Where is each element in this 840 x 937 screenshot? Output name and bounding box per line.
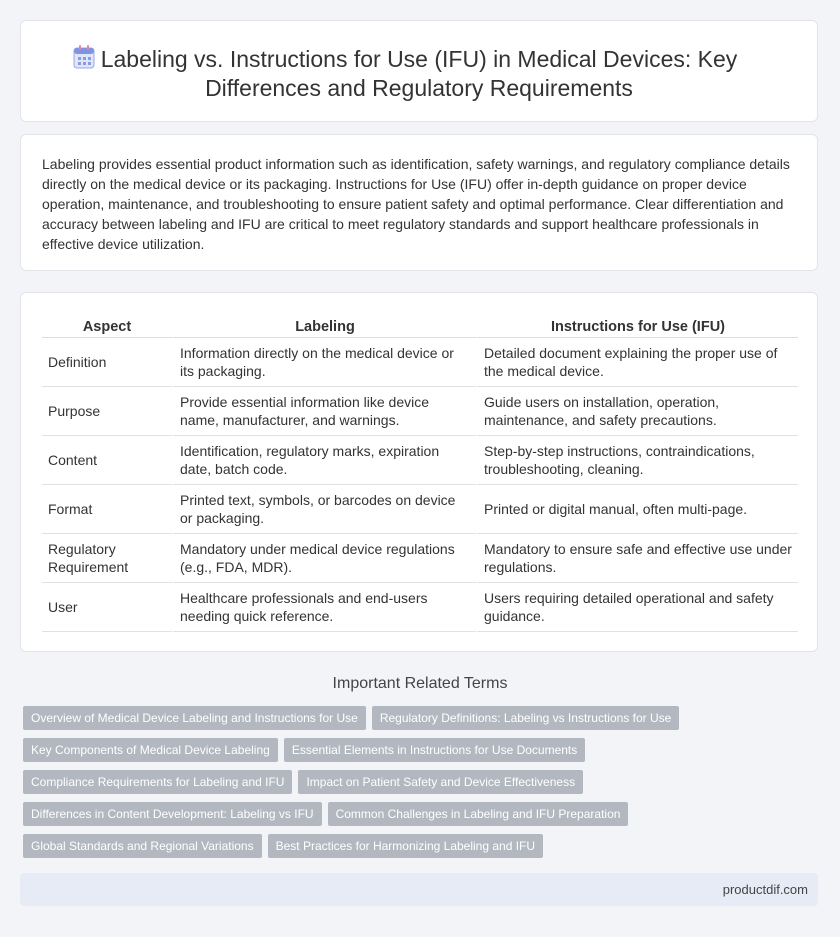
table-row: [42, 436, 798, 485]
footer-bar: [20, 873, 818, 906]
intro-card: [20, 134, 818, 271]
related-terms-list: [23, 706, 703, 866]
cell-ifu: Mandatory to ensure safe and effective use under regulations.: [476, 534, 798, 583]
table-row: [42, 338, 798, 387]
cell-ifu: Users requiring detailed operational and safety guidance.: [476, 583, 798, 632]
cell-aspect: User: [42, 583, 172, 632]
cell-labeling: Printed text, symbols, or barcodes on device or packaging.: [172, 485, 476, 534]
related-term-link[interactable]: Impact on Patient Safety and Device Effectiveness: [298, 770, 583, 794]
cell-labeling: Mandatory under medical device regulations (e.g., FDA, MDR).: [172, 534, 476, 583]
header-aspect: Aspect: [42, 315, 172, 338]
cell-ifu: Guide users on installation, operation, maintenance, and safety precautions.: [476, 387, 798, 436]
related-terms-heading: Important Related Terms: [332, 675, 508, 692]
table-row: [42, 534, 798, 583]
related-term-link[interactable]: Best Practices for Harmonizing Labeling and IFU: [268, 834, 543, 858]
cell-aspect: Purpose: [42, 387, 172, 436]
cell-labeling: Information directly on the medical device or its packaging.: [172, 338, 476, 387]
cell-ifu: Step-by-step instructions, contraindications, troubleshooting, cleaning.: [476, 436, 798, 485]
table-row: [42, 485, 798, 534]
footer-site-name[interactable]: productdif.com: [722, 882, 808, 897]
cell-aspect: Regulatory Requirement: [42, 534, 172, 583]
cell-ifu: Printed or digital manual, often multi-page.: [476, 485, 798, 534]
table-row: [42, 583, 798, 632]
related-term-link[interactable]: Regulatory Definitions: Labeling vs Instructions for Use: [372, 706, 679, 730]
header-labeling: Labeling: [172, 315, 476, 338]
comparison-table: [42, 315, 798, 632]
cell-labeling: Healthcare professionals and end-users needing quick reference.: [172, 583, 476, 632]
table-row: [42, 387, 798, 436]
related-term-link[interactable]: Global Standards and Regional Variations: [23, 834, 262, 858]
related-term-link[interactable]: Essential Elements in Instructions for Use Documents: [284, 738, 585, 762]
header-ifu: Instructions for Use (IFU): [476, 315, 798, 338]
table-header-row: [42, 315, 798, 338]
related-term-link[interactable]: Overview of Medical Device Labeling and Instructions for Use: [23, 706, 366, 730]
related-term-link[interactable]: Key Components of Medical Device Labeling: [23, 738, 278, 762]
header-card: [20, 20, 818, 122]
cell-labeling: Provide essential information like device name, manufacturer, and warnings.: [172, 387, 476, 436]
related-term-link[interactable]: Differences in Content Development: Labeling vs IFU: [23, 802, 322, 826]
page-title: Labeling vs. Instructions for Use (IFU) in Medical Devices: Key Differences and Regulatory Requirements: [100, 46, 738, 101]
cell-labeling: Identification, regulatory marks, expiration date, batch code.: [172, 436, 476, 485]
cell-aspect: Format: [42, 485, 172, 534]
cell-ifu: Detailed document explaining the proper use of the medical device.: [476, 338, 798, 387]
comparison-card: [20, 292, 818, 652]
related-term-link[interactable]: Compliance Requirements for Labeling and IFU: [23, 770, 292, 794]
cell-aspect: Definition: [42, 338, 172, 387]
intro-paragraph: Labeling provides essential product information such as identification, safety warnings, and regulatory compliance details directly on the medical device or its packaging. Instructions for Use (IFU) offer in-depth guidance on proper device operation, maintenance, and troubleshooting to ensure patient safety and optimal performance. Clear differentiation and accuracy between labeling and IFU are critical to meet regulatory standards and support healthcare professionals in effective device utilization.: [42, 156, 790, 252]
cell-aspect: Content: [42, 436, 172, 485]
related-term-link[interactable]: Common Challenges in Labeling and IFU Preparation: [328, 802, 629, 826]
